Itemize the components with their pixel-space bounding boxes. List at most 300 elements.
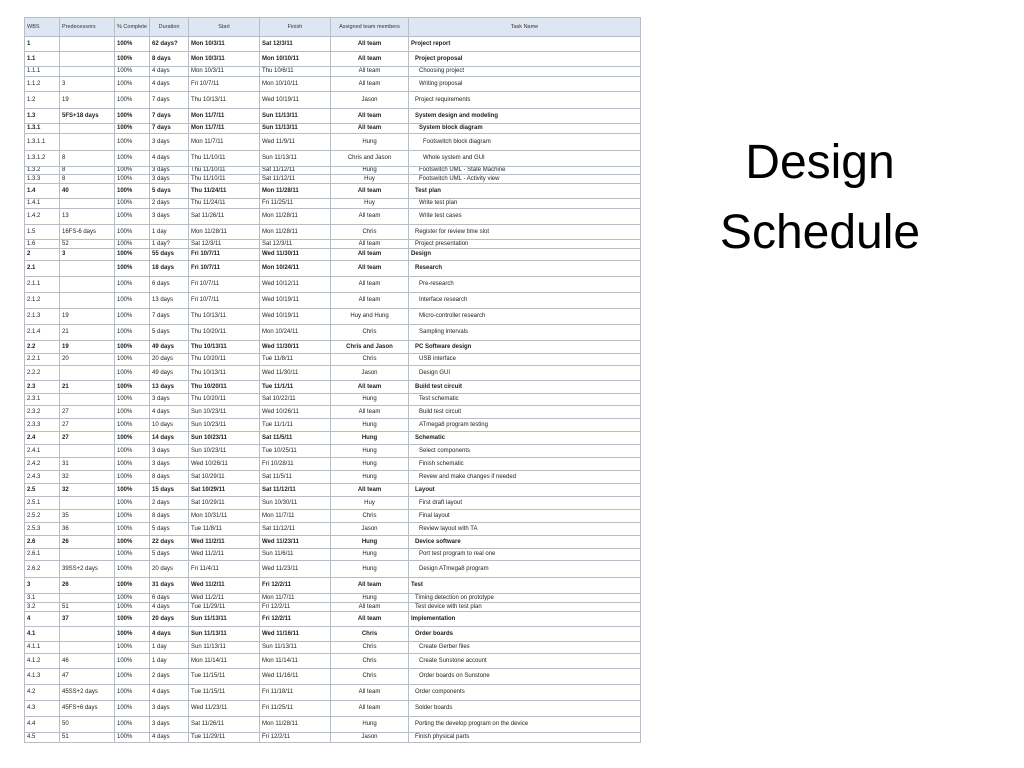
- header-percent-complete: % Complete: [115, 18, 150, 37]
- cell-percent-complete: 100%: [115, 341, 150, 354]
- cell-start: Wed 10/26/11: [189, 458, 260, 471]
- table-row: [25, 394, 641, 406]
- cell-assigned-team: All team: [331, 603, 409, 612]
- cell-finish: Mon 11/28/11: [260, 225, 331, 240]
- cell-duration: 7 days: [150, 109, 189, 124]
- cell-predecessors: 3: [60, 249, 115, 261]
- cell-percent-complete: 100%: [115, 627, 150, 642]
- cell-start: Fri 11/4/11: [189, 561, 260, 578]
- cell-duration: 15 days: [150, 484, 189, 497]
- cell-assigned-team: Jason: [331, 92, 409, 109]
- cell-assigned-team: All team: [331, 240, 409, 249]
- cell-duration: 55 days: [150, 249, 189, 261]
- cell-assigned-team: Hung: [331, 394, 409, 406]
- cell-predecessors: 5FS+18 days: [60, 109, 115, 124]
- cell-predecessors: 19: [60, 92, 115, 109]
- cell-finish: Mon 10/24/11: [260, 325, 331, 341]
- table-row: [25, 175, 641, 184]
- cell-assigned-team: Jason: [331, 733, 409, 743]
- cell-finish: Sat 12/3/11: [260, 37, 331, 52]
- cell-task-name: Port test program to real one: [409, 549, 641, 561]
- cell-predecessors: 51: [60, 733, 115, 743]
- cell-finish: Thu 10/6/11: [260, 67, 331, 77]
- cell-start: Sat 10/29/11: [189, 471, 260, 484]
- cell-wbs: 3.2: [25, 603, 60, 612]
- cell-assigned-team: All team: [331, 77, 409, 92]
- cell-task-name: Interface research: [409, 293, 641, 309]
- cell-start: Sat 10/29/11: [189, 484, 260, 497]
- cell-finish: Sat 11/5/11: [260, 432, 331, 445]
- cell-start: Wed 11/2/11: [189, 536, 260, 549]
- table-row: [25, 184, 641, 199]
- cell-assigned-team: Chris: [331, 225, 409, 240]
- cell-duration: 6 days: [150, 594, 189, 603]
- table-row: [25, 578, 641, 594]
- table-row: [25, 642, 641, 654]
- cell-assigned-team: Jason: [331, 523, 409, 536]
- cell-task-name: Register for review time slot: [409, 225, 641, 240]
- cell-duration: 3 days: [150, 209, 189, 225]
- cell-duration: 3 days: [150, 175, 189, 184]
- cell-task-name: Order components: [409, 685, 641, 701]
- cell-task-name: Footswitch UML - State Machine: [409, 167, 641, 175]
- cell-task-name: Implementation: [409, 612, 641, 627]
- cell-finish: Fri 11/25/11: [260, 701, 331, 717]
- cell-assigned-team: All team: [331, 381, 409, 394]
- cell-task-name: Test device with test plan: [409, 603, 641, 612]
- cell-duration: 4 days: [150, 406, 189, 419]
- cell-start: Fri 10/7/11: [189, 261, 260, 277]
- cell-assigned-team: Huy and Hung: [331, 309, 409, 325]
- cell-assigned-team: Chris: [331, 654, 409, 669]
- cell-assigned-team: All team: [331, 406, 409, 419]
- table-row: [25, 523, 641, 536]
- cell-percent-complete: 100%: [115, 77, 150, 92]
- cell-start: Thu 10/20/11: [189, 325, 260, 341]
- cell-wbs: 1.5: [25, 225, 60, 240]
- cell-wbs: 2.3.2: [25, 406, 60, 419]
- cell-wbs: 4.4: [25, 717, 60, 733]
- cell-start: Tue 11/15/11: [189, 669, 260, 685]
- cell-start: Wed 11/23/11: [189, 701, 260, 717]
- cell-predecessors: 16FS-6 days: [60, 225, 115, 240]
- cell-percent-complete: 100%: [115, 642, 150, 654]
- cell-percent-complete: 100%: [115, 325, 150, 341]
- cell-wbs: 1.1.1: [25, 67, 60, 77]
- cell-finish: Wed 10/26/11: [260, 406, 331, 419]
- cell-percent-complete: 100%: [115, 497, 150, 510]
- cell-wbs: 2.4.2: [25, 458, 60, 471]
- cell-predecessors: 31: [60, 458, 115, 471]
- table-row: [25, 293, 641, 309]
- cell-task-name: Build test circuit: [409, 406, 641, 419]
- cell-finish: Sat 11/12/11: [260, 523, 331, 536]
- cell-assigned-team: All team: [331, 52, 409, 67]
- table-row: [25, 627, 641, 642]
- cell-percent-complete: 100%: [115, 685, 150, 701]
- cell-assigned-team: Chris: [331, 510, 409, 523]
- cell-assigned-team: Hung: [331, 549, 409, 561]
- cell-assigned-team: Hung: [331, 445, 409, 458]
- cell-start: Thu 11/10/11: [189, 175, 260, 184]
- cell-finish: Wed 10/19/11: [260, 293, 331, 309]
- cell-percent-complete: 100%: [115, 445, 150, 458]
- cell-percent-complete: 100%: [115, 523, 150, 536]
- cell-assigned-team: Hung: [331, 432, 409, 445]
- cell-predecessors: 27: [60, 419, 115, 432]
- cell-wbs: 2.4.1: [25, 445, 60, 458]
- cell-percent-complete: 100%: [115, 458, 150, 471]
- cell-wbs: 1.3: [25, 109, 60, 124]
- cell-assigned-team: Hung: [331, 536, 409, 549]
- cell-start: Sun 10/23/11: [189, 406, 260, 419]
- cell-task-name: Order boards on Sunstone: [409, 669, 641, 685]
- cell-assigned-team: All team: [331, 124, 409, 134]
- cell-wbs: 2.2: [25, 341, 60, 354]
- cell-duration: 49 days: [150, 341, 189, 354]
- cell-duration: 8 days: [150, 510, 189, 523]
- cell-finish: Wed 11/23/11: [260, 536, 331, 549]
- cell-predecessors: [60, 366, 115, 381]
- cell-assigned-team: All team: [331, 209, 409, 225]
- cell-start: Fri 10/7/11: [189, 293, 260, 309]
- cell-predecessors: 36: [60, 523, 115, 536]
- cell-wbs: 1.3.1: [25, 124, 60, 134]
- cell-start: Fri 10/7/11: [189, 277, 260, 293]
- table-row: [25, 124, 641, 134]
- table-row: [25, 594, 641, 603]
- cell-task-name: Footswitch block diagram: [409, 134, 641, 151]
- cell-assigned-team: All team: [331, 37, 409, 52]
- cell-predecessors: [60, 293, 115, 309]
- cell-finish: Sat 11/12/11: [260, 167, 331, 175]
- cell-assigned-team: Jason: [331, 366, 409, 381]
- table-row: [25, 341, 641, 354]
- cell-percent-complete: 100%: [115, 109, 150, 124]
- cell-predecessors: [60, 445, 115, 458]
- cell-assigned-team: Chris: [331, 627, 409, 642]
- table-row: [25, 549, 641, 561]
- cell-task-name: First draft layout: [409, 497, 641, 510]
- cell-finish: Fri 11/18/11: [260, 685, 331, 701]
- cell-predecessors: 26: [60, 536, 115, 549]
- cell-duration: 3 days: [150, 717, 189, 733]
- cell-duration: 3 days: [150, 445, 189, 458]
- cell-wbs: 2.2.2: [25, 366, 60, 381]
- cell-predecessors: 19: [60, 341, 115, 354]
- table-row: [25, 406, 641, 419]
- cell-task-name: Build test circuit: [409, 381, 641, 394]
- cell-start: Thu 10/20/11: [189, 394, 260, 406]
- cell-percent-complete: 100%: [115, 419, 150, 432]
- cell-duration: 31 days: [150, 578, 189, 594]
- cell-predecessors: 26: [60, 578, 115, 594]
- cell-start: Wed 11/2/11: [189, 594, 260, 603]
- cell-finish: Mon 10/10/11: [260, 77, 331, 92]
- cell-finish: Mon 11/28/11: [260, 717, 331, 733]
- cell-wbs: 4.1: [25, 627, 60, 642]
- cell-wbs: 2.1.3: [25, 309, 60, 325]
- cell-duration: 3 days: [150, 134, 189, 151]
- cell-predecessors: 52: [60, 240, 115, 249]
- table-row: [25, 612, 641, 627]
- cell-duration: 49 days: [150, 366, 189, 381]
- cell-percent-complete: 100%: [115, 510, 150, 523]
- cell-start: Sun 11/13/11: [189, 627, 260, 642]
- cell-predecessors: 3: [60, 77, 115, 92]
- cell-percent-complete: 100%: [115, 394, 150, 406]
- cell-finish: Tue 11/8/11: [260, 354, 331, 366]
- cell-start: Mon 11/14/11: [189, 654, 260, 669]
- cell-assigned-team: Hung: [331, 134, 409, 151]
- cell-duration: 2 days: [150, 497, 189, 510]
- cell-percent-complete: 100%: [115, 151, 150, 167]
- cell-percent-complete: 100%: [115, 261, 150, 277]
- table-body: [25, 37, 641, 743]
- cell-wbs: 2.3.1: [25, 394, 60, 406]
- header-duration: Duration: [150, 18, 189, 37]
- cell-wbs: 1.4.2: [25, 209, 60, 225]
- cell-task-name: PC Software design: [409, 341, 641, 354]
- header-finish: Finish: [260, 18, 331, 37]
- cell-duration: 13 days: [150, 381, 189, 394]
- cell-wbs: 1.4: [25, 184, 60, 199]
- table-row: [25, 134, 641, 151]
- cell-duration: 4 days: [150, 685, 189, 701]
- cell-assigned-team: Hung: [331, 561, 409, 578]
- table-row: [25, 209, 641, 225]
- cell-wbs: 2.3: [25, 381, 60, 394]
- cell-percent-complete: 100%: [115, 225, 150, 240]
- cell-task-name: Writing proposal: [409, 77, 641, 92]
- cell-percent-complete: 100%: [115, 603, 150, 612]
- table-row: [25, 249, 641, 261]
- cell-predecessors: 27: [60, 406, 115, 419]
- header-row: [25, 18, 641, 37]
- cell-start: Mon 10/3/11: [189, 37, 260, 52]
- cell-start: Thu 11/10/11: [189, 151, 260, 167]
- table-row: [25, 67, 641, 77]
- cell-start: Tue 11/29/11: [189, 733, 260, 743]
- cell-start: Wed 11/2/11: [189, 549, 260, 561]
- cell-percent-complete: 100%: [115, 701, 150, 717]
- table-row: [25, 432, 641, 445]
- cell-predecessors: [60, 124, 115, 134]
- cell-task-name: USB interface: [409, 354, 641, 366]
- cell-predecessors: 40: [60, 184, 115, 199]
- cell-predecessors: 37: [60, 612, 115, 627]
- cell-wbs: 1.3.1.1: [25, 134, 60, 151]
- cell-percent-complete: 100%: [115, 184, 150, 199]
- cell-finish: Wed 11/30/11: [260, 341, 331, 354]
- table-row: [25, 497, 641, 510]
- cell-assigned-team: Chris: [331, 669, 409, 685]
- cell-predecessors: [60, 277, 115, 293]
- table-row: [25, 733, 641, 743]
- cell-finish: Fri 12/2/11: [260, 603, 331, 612]
- table-row: [25, 225, 641, 240]
- cell-percent-complete: 100%: [115, 406, 150, 419]
- cell-start: Thu 10/13/11: [189, 366, 260, 381]
- cell-percent-complete: 100%: [115, 594, 150, 603]
- cell-finish: Sun 10/30/11: [260, 497, 331, 510]
- cell-assigned-team: All team: [331, 277, 409, 293]
- table-row: [25, 109, 641, 124]
- cell-duration: 7 days: [150, 309, 189, 325]
- cell-predecessors: [60, 627, 115, 642]
- cell-duration: 20 days: [150, 612, 189, 627]
- table-row: [25, 366, 641, 381]
- cell-duration: 8 days: [150, 471, 189, 484]
- cell-finish: Wed 11/16/11: [260, 669, 331, 685]
- cell-duration: 5 days: [150, 325, 189, 341]
- cell-assigned-team: All team: [331, 293, 409, 309]
- cell-task-name: Micro-controller research: [409, 309, 641, 325]
- table-row: [25, 685, 641, 701]
- cell-assigned-team: Hung: [331, 717, 409, 733]
- cell-task-name: System design and modeling: [409, 109, 641, 124]
- cell-start: Fri 10/7/11: [189, 249, 260, 261]
- cell-finish: Sat 10/22/11: [260, 394, 331, 406]
- cell-wbs: 2.5: [25, 484, 60, 497]
- cell-finish: Wed 11/30/11: [260, 249, 331, 261]
- header-predecessors: Predecessors: [60, 18, 115, 37]
- cell-task-name: Whole system and GUI: [409, 151, 641, 167]
- table-row: [25, 536, 641, 549]
- cell-assigned-team: All team: [331, 612, 409, 627]
- cell-duration: 7 days: [150, 92, 189, 109]
- cell-duration: 4 days: [150, 733, 189, 743]
- slide-title: [670, 128, 970, 268]
- cell-finish: Wed 11/9/11: [260, 134, 331, 151]
- cell-duration: 20 days: [150, 561, 189, 578]
- cell-wbs: 2.5.3: [25, 523, 60, 536]
- table-row: [25, 669, 641, 685]
- cell-start: Thu 10/20/11: [189, 381, 260, 394]
- cell-duration: 4 days: [150, 77, 189, 92]
- cell-duration: 3 days: [150, 458, 189, 471]
- cell-task-name: Footswitch UML - Activity view: [409, 175, 641, 184]
- cell-duration: 5 days: [150, 523, 189, 536]
- cell-predecessors: [60, 594, 115, 603]
- cell-assigned-team: Hung: [331, 419, 409, 432]
- cell-duration: 20 days: [150, 354, 189, 366]
- cell-task-name: Project presentation: [409, 240, 641, 249]
- cell-finish: Mon 11/28/11: [260, 184, 331, 199]
- cell-duration: 5 days: [150, 184, 189, 199]
- cell-duration: 4 days: [150, 627, 189, 642]
- cell-percent-complete: 100%: [115, 249, 150, 261]
- cell-task-name: Choosing project: [409, 67, 641, 77]
- cell-wbs: 1.1: [25, 52, 60, 67]
- cell-predecessors: 35: [60, 510, 115, 523]
- cell-start: Thu 11/10/11: [189, 167, 260, 175]
- cell-task-name: Pre-research: [409, 277, 641, 293]
- cell-finish: Sun 11/6/11: [260, 549, 331, 561]
- cell-assigned-team: All team: [331, 685, 409, 701]
- cell-predecessors: 45FS+6 days: [60, 701, 115, 717]
- cell-finish: Sun 11/13/11: [260, 109, 331, 124]
- cell-percent-complete: 100%: [115, 199, 150, 209]
- cell-percent-complete: 100%: [115, 240, 150, 249]
- cell-start: Mon 11/28/11: [189, 225, 260, 240]
- cell-predecessors: 27: [60, 432, 115, 445]
- cell-duration: 5 days: [150, 549, 189, 561]
- cell-predecessors: 19: [60, 309, 115, 325]
- cell-duration: 1 day: [150, 654, 189, 669]
- cell-finish: Sat 11/12/11: [260, 175, 331, 184]
- cell-percent-complete: 100%: [115, 432, 150, 445]
- cell-start: Sun 11/13/11: [189, 612, 260, 627]
- table-row: [25, 701, 641, 717]
- cell-task-name: Design ATmega8 program: [409, 561, 641, 578]
- table-row: [25, 52, 641, 67]
- cell-assigned-team: Huy: [331, 199, 409, 209]
- cell-assigned-team: Hung: [331, 594, 409, 603]
- table-row: [25, 603, 641, 612]
- cell-start: Tue 11/29/11: [189, 603, 260, 612]
- cell-wbs: 2.4.3: [25, 471, 60, 484]
- cell-task-name: Porting the develop program on the device: [409, 717, 641, 733]
- cell-wbs: 2.1: [25, 261, 60, 277]
- cell-finish: Sat 12/3/11: [260, 240, 331, 249]
- cell-percent-complete: 100%: [115, 669, 150, 685]
- cell-assigned-team: Chris: [331, 354, 409, 366]
- cell-task-name: Sampling intervals: [409, 325, 641, 341]
- table-row: [25, 471, 641, 484]
- cell-start: Mon 10/3/11: [189, 67, 260, 77]
- cell-wbs: 2.6.2: [25, 561, 60, 578]
- cell-finish: Wed 11/23/11: [260, 561, 331, 578]
- cell-predecessors: [60, 549, 115, 561]
- cell-start: Tue 11/8/11: [189, 523, 260, 536]
- cell-duration: 4 days: [150, 67, 189, 77]
- cell-task-name: Create Gerber files: [409, 642, 641, 654]
- cell-wbs: 4.5: [25, 733, 60, 743]
- cell-finish: Sun 11/13/11: [260, 642, 331, 654]
- cell-start: Sat 11/26/11: [189, 209, 260, 225]
- cell-assigned-team: All team: [331, 249, 409, 261]
- cell-task-name: Test: [409, 578, 641, 594]
- cell-duration: 2 days: [150, 669, 189, 685]
- cell-duration: 4 days: [150, 151, 189, 167]
- cell-start: Tue 11/15/11: [189, 685, 260, 701]
- cell-finish: Sun 11/13/11: [260, 124, 331, 134]
- cell-percent-complete: 100%: [115, 134, 150, 151]
- cell-predecessors: 20: [60, 354, 115, 366]
- cell-wbs: 2.6: [25, 536, 60, 549]
- cell-assigned-team: Hung: [331, 167, 409, 175]
- cell-wbs: 4.1.1: [25, 642, 60, 654]
- cell-finish: Wed 10/19/11: [260, 92, 331, 109]
- cell-start: Mon 10/3/11: [189, 52, 260, 67]
- cell-start: Sat 12/3/11: [189, 240, 260, 249]
- cell-percent-complete: 100%: [115, 578, 150, 594]
- cell-start: Sun 11/13/11: [189, 642, 260, 654]
- cell-predecessors: [60, 261, 115, 277]
- cell-percent-complete: 100%: [115, 366, 150, 381]
- cell-predecessors: [60, 37, 115, 52]
- cell-duration: 3 days: [150, 701, 189, 717]
- cell-task-name: Review layout with TA: [409, 523, 641, 536]
- cell-predecessors: [60, 497, 115, 510]
- cell-task-name: Finish physical parts: [409, 733, 641, 743]
- cell-task-name: Device software: [409, 536, 641, 549]
- cell-duration: 13 days: [150, 293, 189, 309]
- cell-duration: 10 days: [150, 419, 189, 432]
- cell-predecessors: 50: [60, 717, 115, 733]
- cell-finish: Wed 10/12/11: [260, 277, 331, 293]
